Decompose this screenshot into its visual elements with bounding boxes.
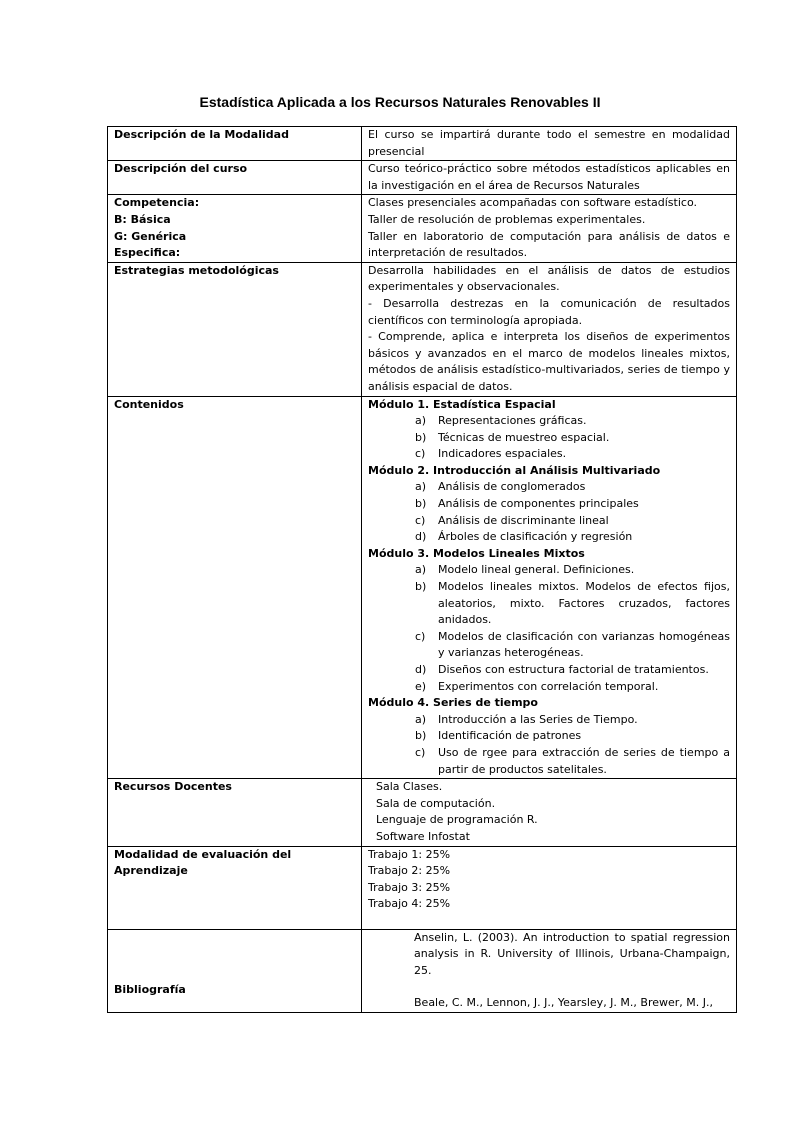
list-item bbox=[368, 479, 730, 496]
competencia-label-1: B: Básica bbox=[114, 212, 171, 226]
list-item bbox=[368, 430, 730, 447]
list-item bbox=[368, 413, 730, 430]
recurso-line-0: Sala Clases. bbox=[376, 780, 443, 794]
item-marker: c) bbox=[415, 629, 426, 643]
item-text: Análisis de discriminante lineal bbox=[438, 513, 609, 527]
bib-gap bbox=[368, 979, 730, 995]
item-text: Modelos lineales mixtos. Modelos de efectos fijos, aleatorios, mixto. Factores cruzados, factores anidados. bbox=[438, 580, 730, 627]
item-text: Identificación de patrones bbox=[438, 729, 582, 743]
item-marker: b) bbox=[415, 430, 427, 444]
row-evaluacion bbox=[108, 846, 737, 929]
item-text: Técnicas de muestreo espacial. bbox=[438, 430, 610, 444]
competencia-label-0: Competencia: bbox=[114, 196, 200, 210]
list-item bbox=[368, 529, 730, 546]
competencia-line-0: Clases presenciales acompañadas con software estadístico. bbox=[368, 196, 697, 210]
list-item bbox=[368, 513, 730, 530]
module-4-items bbox=[368, 712, 730, 778]
item-marker: a) bbox=[415, 712, 427, 726]
evaluacion-line-1: Trabajo 2: 25% bbox=[368, 864, 451, 878]
list-item bbox=[368, 712, 730, 729]
item-text: Diseños con estructura factorial de tratamientos. bbox=[438, 663, 709, 676]
recurso-line-2: Lenguaje de programación R. bbox=[376, 813, 538, 827]
competencia-label-3: Especifica: bbox=[114, 246, 181, 260]
estrategia-paragraph-0: Desarrolla habilidades en el análisis de datos de estudios experimentales y observacionales. bbox=[368, 263, 730, 294]
text-bibliografia bbox=[362, 929, 737, 1012]
text-recursos bbox=[362, 779, 737, 846]
list-item bbox=[368, 496, 730, 513]
text-modalidad: El curso se impartirá durante todo el semestre en modalidad presencial bbox=[362, 127, 737, 161]
label-estrategias: Estrategias metodológicas bbox=[108, 262, 362, 396]
row-estrategias bbox=[108, 262, 737, 396]
item-text: Análisis de conglomerados bbox=[438, 480, 586, 494]
module-1-items bbox=[368, 413, 730, 463]
label-competencia bbox=[108, 195, 362, 262]
list-item bbox=[368, 629, 730, 662]
item-text: Experimentos con correlación temporal. bbox=[438, 679, 659, 693]
label-recursos: Recursos Docentes bbox=[108, 779, 362, 846]
estrategia-paragraph-1: - Desarrolla destrezas en la comunicación de resultados científicos con terminología apropiada. bbox=[368, 296, 730, 327]
item-text: Representaciones gráficas. bbox=[438, 414, 587, 428]
item-text: Análisis de componentes principales bbox=[438, 497, 639, 511]
item-marker: c) bbox=[415, 447, 426, 461]
item-text: Introducción a las Series de Tiempo. bbox=[438, 712, 638, 726]
estrategia-paragraph-2: - Comprende, aplica e interpreta los diseños de experimentos básicos y avanzados en el marco de modelos lineales mixtos, métodos de análisis estadístico-multivariados, series de tiempo y análisis espacial de datos. bbox=[368, 330, 730, 393]
module-1-title: Módulo 1. Estadística Espacial bbox=[368, 397, 556, 411]
item-marker: b) bbox=[415, 580, 427, 594]
course-table bbox=[107, 126, 737, 1013]
module-2-items bbox=[368, 479, 730, 545]
module-4-title: Módulo 4. Series de tiempo bbox=[368, 696, 538, 710]
item-marker: c) bbox=[415, 513, 426, 527]
text-descripcion: Curso teórico-práctico sobre métodos estadísticos aplicables en la investigación en el área de Recursos Naturales bbox=[362, 161, 737, 195]
list-item bbox=[368, 745, 730, 778]
item-text: Modelo lineal general. Definiciones. bbox=[438, 563, 635, 577]
item-text: Uso de rgee para extracción de series de tiempo a partir de productos satelitales. bbox=[438, 745, 730, 776]
competencia-label-2: G: Genérica bbox=[114, 229, 187, 243]
item-marker: a) bbox=[415, 414, 427, 428]
text-evaluacion bbox=[362, 846, 737, 929]
item-marker: a) bbox=[415, 563, 427, 577]
module-2-title: Módulo 2. Introducción al Análisis Multivariado bbox=[368, 463, 661, 477]
competencia-line-2: Taller en laboratorio de computación para análisis de datos e interpretación de resultados. bbox=[368, 229, 730, 260]
row-modalidad bbox=[108, 127, 737, 161]
label-evaluacion: Modalidad de evaluación del Aprendizaje bbox=[108, 846, 362, 929]
item-marker: c) bbox=[415, 745, 426, 759]
recurso-line-1: Sala de computación. bbox=[376, 796, 496, 810]
item-marker: a) bbox=[415, 480, 427, 494]
list-item bbox=[368, 662, 730, 679]
module-3-title: Módulo 3. Modelos Lineales Mixtos bbox=[368, 546, 585, 560]
item-text: Modelos de clasificación con varianzas homogéneas y varianzas heterogéneas. bbox=[438, 629, 730, 660]
row-bibliografia bbox=[108, 929, 737, 1012]
row-recursos bbox=[108, 779, 737, 846]
list-item bbox=[368, 728, 730, 745]
evaluacion-line-0: Trabajo 1: 25% bbox=[368, 847, 451, 861]
list-item bbox=[368, 446, 730, 463]
module-3-items bbox=[368, 562, 730, 695]
row-contenidos bbox=[108, 396, 737, 779]
item-marker: d) bbox=[415, 530, 427, 544]
recurso-line-3: Software Infostat bbox=[376, 829, 470, 843]
label-descripcion: Descripción del curso bbox=[108, 161, 362, 195]
item-marker: b) bbox=[415, 729, 427, 743]
list-item bbox=[368, 562, 730, 579]
text-estrategias bbox=[362, 262, 737, 396]
document-title: Estadística Aplicada a los Recursos Naturales Renovables II bbox=[199, 94, 601, 110]
row-descripcion bbox=[108, 161, 737, 195]
row-competencia bbox=[108, 195, 737, 262]
item-marker: d) bbox=[415, 663, 427, 676]
list-item bbox=[368, 679, 730, 696]
bibliografia-label: Bibliografía bbox=[114, 982, 186, 996]
label-contenidos: Contenidos bbox=[108, 396, 362, 779]
item-marker: b) bbox=[415, 497, 427, 511]
bib-ref-0: Anselin, L. (2003). An introduction to spatial regression analysis in R. University of Illinois, Urbana-Champaign, 25. bbox=[414, 930, 730, 977]
evaluacion-line-2: Trabajo 3: 25% bbox=[368, 880, 451, 894]
competencia-line-1: Taller de resolución de problemas experimentales. bbox=[368, 212, 646, 226]
text-competencia bbox=[362, 195, 737, 262]
evaluacion-line-3: Trabajo 4: 25% bbox=[368, 897, 451, 911]
item-marker: e) bbox=[415, 679, 427, 693]
item-text: Árboles de clasificación y regresión bbox=[438, 530, 633, 544]
label-modalidad: Descripción de la Modalidad bbox=[108, 127, 362, 161]
item-text: Indicadores espaciales. bbox=[438, 447, 567, 461]
contenidos-list bbox=[362, 396, 737, 779]
label-bibliografia bbox=[108, 929, 362, 1012]
bib-ref-1: Beale, C. M., Lennon, J. J., Yearsley, J. M., Brewer, M. J., bbox=[414, 996, 713, 1010]
list-item bbox=[368, 579, 730, 629]
